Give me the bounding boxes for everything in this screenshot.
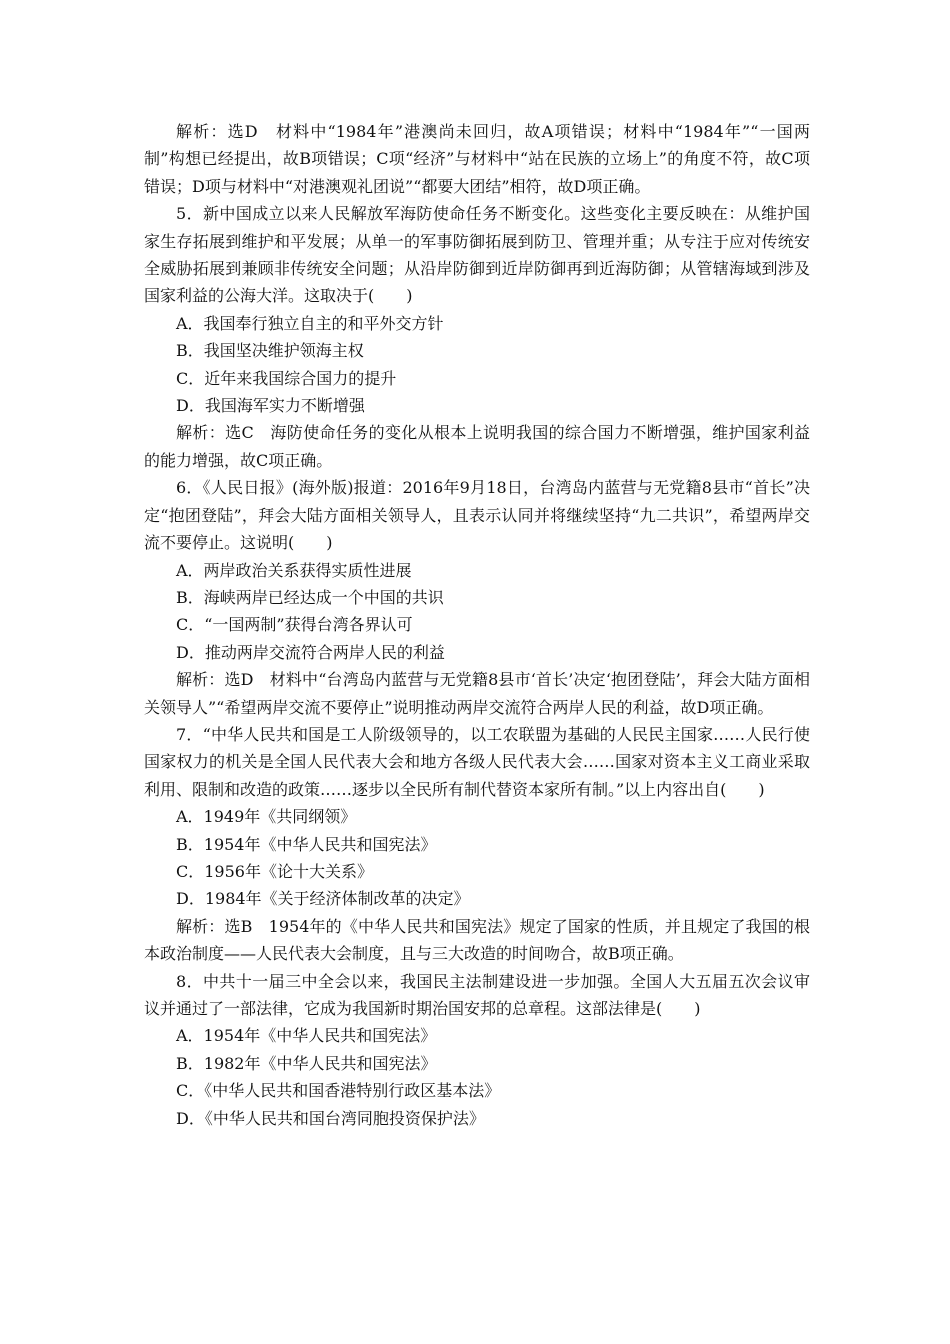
question-6: 6．《人民日报》(海外版)报道：2016年9月18日，台湾岛内蓝营与无党籍8县市“首长”决定“抱团登陆”，拜会大陆方面相关领导人，且表示认同并将继续坚持“九二共识”，希望两岸交流不要停止。这说明( ): [144, 478, 810, 553]
option-7d: D．1984年《关于经济体制改革的决定》: [176, 889, 470, 909]
option-5d: D．我国海军实力不断增强: [176, 396, 365, 416]
option-8a: A．1954年《中华人民共和国宪法》: [176, 1026, 437, 1046]
option-8d: D．《中华人民共和国台湾同胞投资保护法》: [176, 1108, 485, 1128]
document-body: [144, 118, 810, 1132]
analysis-5: 解析：选C 海防使命任务的变化从根本上说明我国的综合国力不断增强，维护国家利益的能力增强，故C项正确。: [144, 423, 810, 470]
option-6c: C．“一国两制”获得台湾各界认可: [176, 615, 413, 635]
option-5b: B．我国坚决维护领海主权: [176, 341, 364, 361]
option-6d: D．推动两岸交流符合两岸人民的利益: [176, 642, 445, 662]
option-5c: C．近年来我国综合国力的提升: [176, 368, 397, 388]
option-6a: A．两岸政治关系获得实质性进展: [176, 560, 412, 580]
analysis-4: 解析：选D 材料中“1984年”港澳尚未回归，故A项错误；材料中“1984年”“一国两制”构想已经提出，故B项错误；C项“经济”与材料中“站在民族的立场上”的角度不符，故C项错误；D项与材料中“对港澳观礼团说”“都要大团结”相符，故D项正确。: [144, 122, 810, 196]
option-7a: A．1949年《共同纲领》: [176, 807, 357, 827]
option-8b: B．1982年《中华人民共和国宪法》: [176, 1053, 437, 1073]
question-8: 8．中共十一届三中全会以来，我国民主法制建设进一步加强。全国人大五届五次会议审议并通过了一部法律，它成为我国新时期治国安邦的总章程。这部法律是( ): [144, 971, 810, 1018]
option-6b: B．海峡两岸已经达成一个中国的共识: [176, 587, 444, 607]
question-5: 5．新中国成立以来人民解放军海防使命任务不断变化。这些变化主要反映在：从维护国家生存拓展到维护和平发展；从单一的军事防御拓展到防卫、管理并重；从专注于应对传统安全威胁拓展到兼顾非传统安全问题；从沿岸防御到近岸防御再到近海防御；从管辖海域到涉及国家利益的公海大洋。这取决于( ): [144, 204, 810, 306]
option-8c: C．《中华人民共和国香港特别行政区基本法》: [176, 1081, 501, 1101]
option-7c: C．1956年《论十大关系》: [176, 861, 373, 881]
question-7: 7．“中华人民共和国是工人阶级领导的，以工农联盟为基础的人民民主国家……人民行使国家权力的机关是全国人民代表大会和地方各级人民代表大会……国家对资本主义工商业采取利用、限制和改造的政策……逐步以全民所有制代替资本家所有制。”以上内容出自( ): [144, 724, 810, 799]
option-5a: A．我国奉行独立自主的和平外交方针: [176, 313, 444, 333]
analysis-6: 解析：选D 材料中“台湾岛内蓝营与无党籍8县市‘首长’决定‘抱团登陆’，拜会大陆方面相关领导人”“希望两岸交流不要停止”说明推动两岸交流符合两岸人民的利益，故D项正确。: [144, 670, 810, 717]
option-7b: B．1954年《中华人民共和国宪法》: [176, 834, 437, 854]
analysis-7: 解析：选B 1954年的《中华人民共和国宪法》规定了国家的性质，并且规定了我国的根本政治制度——人民代表大会制度，且与三大改造的时间吻合，故B项正确。: [144, 916, 810, 964]
